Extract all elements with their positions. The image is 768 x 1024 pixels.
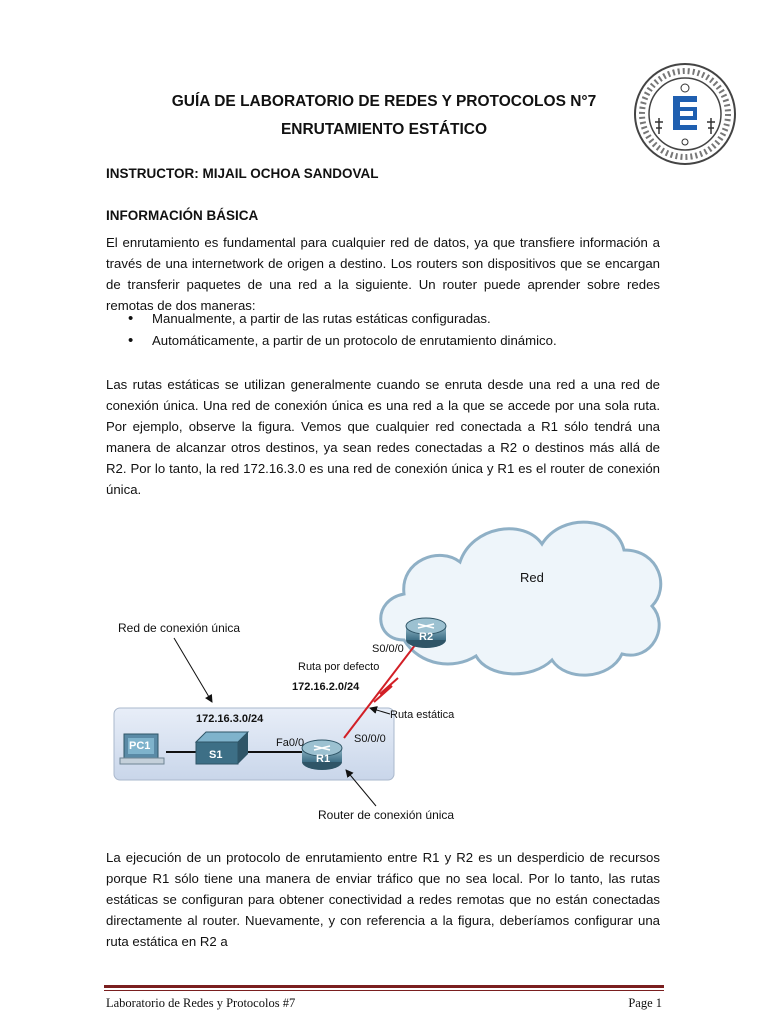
r1-lan-interface-label: Fa0/0 [276,737,305,749]
r2-interface-label: S0/0/0 [372,643,404,655]
bullet-item-manual: • Manualmente, a partir de las rutas estáticas configuradas. [128,308,557,330]
router-r1-label: R1 [316,753,331,765]
lan-network-label: 172.16.3.0/24 [196,713,264,725]
paragraph-routing-protocol: La ejecución de un protocolo de enrutamiento entre R1 y R2 es un desperdicio de recursos porque R1 sólo tiene una manera de enviar tráfico que no sea local. Por lo tanto, las rutas estáticas se configuran para obtener conectividad a redes remotas que no están conectadas directamente al router. Nuevamente, y con referencia a la figura, deberíamos configurar una ruta estática en R2 a [106,850,660,949]
stub-router-label: Router de conexión única [318,808,455,822]
document-subtitle: ENRUTAMIENTO ESTÁTICO [280,121,488,138]
default-route-label: Ruta por defecto [298,661,380,673]
stub-network-label: Red de conexión única [118,621,241,635]
static-route-label: Ruta estática [390,709,455,721]
paragraph-intro: El enrutamiento es fundamental para cualquier red de datos, ya que transfiere información a través de una internetwork de origen a destino. Los routers son dispositivos que se encargan de transferir paquetes de una red a la siguiente. Un router puede aprender sobre redes remotas de dos maneras: [106,235,660,313]
pc-label: PC1 [129,740,151,752]
serial-network-label: 172.16.2.0/24 [292,681,360,693]
switch-label: S1 [209,749,223,761]
instructor-line: INSTRUCTOR: MIJAIL OCHOA SANDOVAL [106,166,379,181]
section-heading: INFORMACIÓN BÁSICA [106,208,259,223]
footer-rule-thick [104,985,664,988]
footer-page-number: Page 1 [628,996,662,1010]
r1-serial-interface-label: S0/0/0 [354,733,386,745]
cloud-label: Red [520,570,544,585]
paragraph-static-routes: Las rutas estáticas se utilizan generalmente cuando se enruta desde una red a una red de conexión única. Una red de conexión única es una red a la que se accede por una sola ruta. Por ejemplo, observe la figura. Vemos que cualquier red conectada a R1 sólo tendrá una manera de alcanzar otros destinos, ya sean redes conectadas a R2 o destinos más allá de R2. Por lo tanto, la red 172.16.3.0 es una red de conexión única y R1 es el router de conexión única. [106,377,660,497]
router-r2-label: R2 [419,631,434,643]
cloud-shape [381,522,661,675]
bullet-list [128,308,557,352]
university-seal-icon [633,62,737,166]
network-diagram [104,490,664,830]
bullet-item-automatic: • Automáticamente, a partir de un protocolo de enrutamiento dinámico. [128,330,557,352]
footer-rule-thin [104,990,664,991]
footer-document-name: Laboratorio de Redes y Protocolos #7 [106,996,296,1010]
document-title: GUÍA DE LABORATORIO DE REDES Y PROTOCOLOS N°7 [171,93,597,110]
